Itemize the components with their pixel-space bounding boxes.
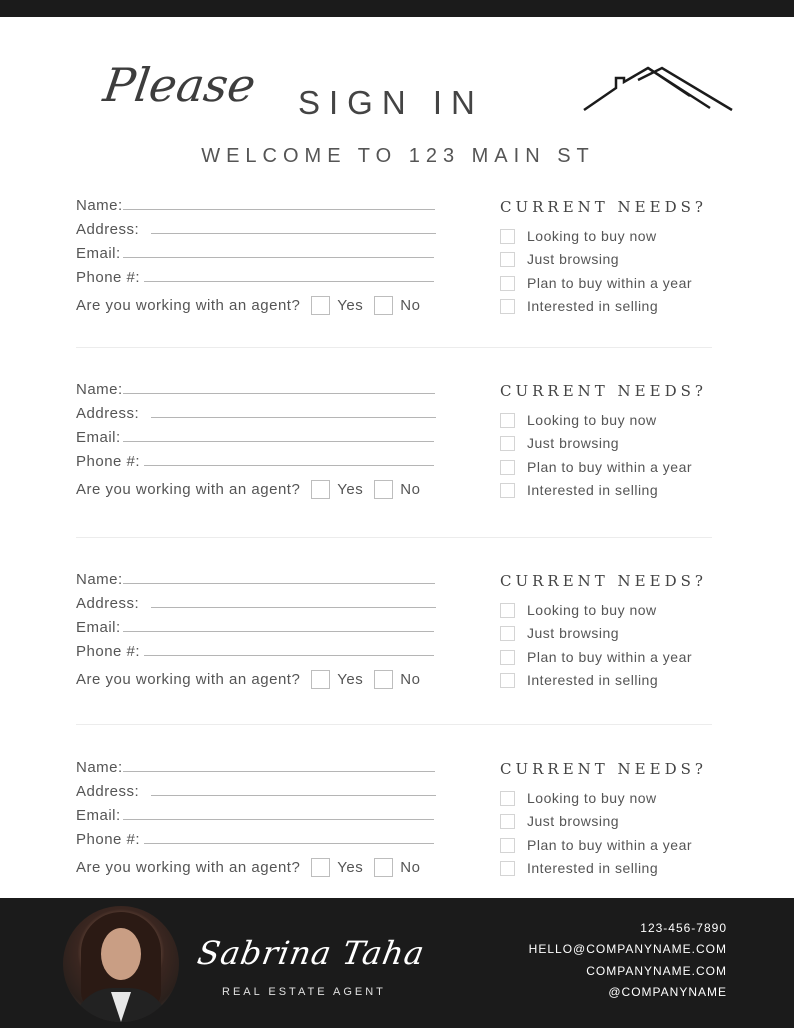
address-input-line[interactable] <box>151 607 436 608</box>
no-label: No <box>400 858 421 876</box>
contact-website[interactable]: COMPANYNAME.COM <box>586 964 727 978</box>
avatar-face <box>101 928 141 980</box>
need-option[interactable] <box>500 458 692 476</box>
need-label: Just browsing <box>527 625 620 641</box>
need-label: Looking to buy now <box>527 228 657 244</box>
need-checkbox[interactable] <box>500 299 515 314</box>
email-label: Email: <box>76 619 121 636</box>
phone-input-line[interactable] <box>144 281 434 282</box>
phone-input-line[interactable] <box>144 655 434 656</box>
email-input-line[interactable] <box>123 819 434 820</box>
no-checkbox[interactable] <box>374 858 393 877</box>
address-field <box>76 400 436 422</box>
yes-label: Yes <box>337 670 364 688</box>
need-checkbox[interactable] <box>500 861 515 876</box>
agent-name: Sabrina Taha <box>194 934 428 972</box>
need-label: Looking to buy now <box>527 412 657 428</box>
phone-input-line[interactable] <box>144 843 434 844</box>
address-input-line[interactable] <box>151 417 436 418</box>
no-checkbox[interactable] <box>374 480 393 499</box>
need-option[interactable] <box>500 789 657 807</box>
name-label: Name: <box>76 197 123 214</box>
current-needs-title: CURRENT NEEDS? <box>500 572 707 590</box>
address-label: Address: <box>76 595 140 612</box>
need-label: Interested in selling <box>527 672 659 688</box>
yes-checkbox[interactable] <box>311 296 330 315</box>
need-checkbox[interactable] <box>500 838 515 853</box>
no-checkbox[interactable] <box>374 670 393 689</box>
need-checkbox[interactable] <box>500 436 515 451</box>
need-label: Looking to buy now <box>527 790 657 806</box>
yes-checkbox[interactable] <box>311 670 330 689</box>
name-label: Name: <box>76 759 123 776</box>
email-input-line[interactable] <box>123 631 434 632</box>
agent-question: Are you working with an agent? <box>76 480 301 498</box>
need-option[interactable] <box>500 481 658 499</box>
need-option[interactable] <box>500 227 657 245</box>
phone-label: Phone #: <box>76 269 141 286</box>
yes-label: Yes <box>337 858 364 876</box>
agent-title: REAL ESTATE AGENT <box>222 986 386 998</box>
email-field <box>76 614 434 636</box>
name-label: Name: <box>76 571 123 588</box>
need-checkbox[interactable] <box>500 460 515 475</box>
need-checkbox[interactable] <box>500 276 515 291</box>
name-field <box>76 754 435 776</box>
agent-question-row <box>76 294 420 316</box>
page-title: SIGN IN <box>298 84 484 121</box>
address-field <box>76 778 436 800</box>
top-bar <box>0 0 794 17</box>
need-option[interactable] <box>500 434 619 452</box>
no-checkbox[interactable] <box>374 296 393 315</box>
address-input-line[interactable] <box>151 795 436 796</box>
need-label: Plan to buy within a year <box>527 275 693 291</box>
yes-label: Yes <box>337 480 364 498</box>
need-label: Just browsing <box>527 435 620 451</box>
name-input-line[interactable] <box>123 209 435 210</box>
need-option[interactable] <box>500 411 657 429</box>
name-input-line[interactable] <box>123 583 435 584</box>
need-option[interactable] <box>500 601 657 619</box>
script-title: Please <box>100 58 259 112</box>
email-field <box>76 802 434 824</box>
contact-email[interactable]: HELLO@COMPANYNAME.COM <box>528 942 727 956</box>
email-label: Email: <box>76 807 121 824</box>
need-checkbox[interactable] <box>500 413 515 428</box>
yes-checkbox[interactable] <box>311 858 330 877</box>
phone-field <box>76 448 434 470</box>
need-checkbox[interactable] <box>500 483 515 498</box>
address-label: Address: <box>76 221 140 238</box>
name-input-line[interactable] <box>123 393 435 394</box>
name-input-line[interactable] <box>123 771 435 772</box>
need-checkbox[interactable] <box>500 626 515 641</box>
current-needs-title: CURRENT NEEDS? <box>500 382 707 400</box>
contact-social[interactable]: @COMPANYNAME <box>608 985 727 999</box>
agent-question-row <box>76 856 420 878</box>
phone-label: Phone #: <box>76 453 141 470</box>
agent-question-row <box>76 478 420 500</box>
need-option[interactable] <box>500 250 619 268</box>
need-option[interactable] <box>500 648 692 666</box>
footer <box>0 898 794 1028</box>
need-option[interactable] <box>500 836 692 854</box>
agent-question-row <box>76 668 420 690</box>
email-field <box>76 424 434 446</box>
agent-photo <box>63 906 179 1022</box>
address-field <box>76 590 436 612</box>
need-checkbox[interactable] <box>500 229 515 244</box>
sign-in-entry-2 <box>0 374 794 514</box>
divider <box>76 724 712 725</box>
welcome-heading: WELCOME TO 123 MAIN ST <box>201 145 595 167</box>
sign-in-entry-1 <box>0 190 794 330</box>
need-checkbox[interactable] <box>500 791 515 806</box>
need-checkbox[interactable] <box>500 814 515 829</box>
yes-checkbox[interactable] <box>311 480 330 499</box>
phone-field <box>76 264 434 286</box>
need-option[interactable] <box>500 274 692 292</box>
need-checkbox[interactable] <box>500 650 515 665</box>
current-needs-title: CURRENT NEEDS? <box>500 760 707 778</box>
need-label: Plan to buy within a year <box>527 459 693 475</box>
email-field <box>76 240 434 262</box>
need-option[interactable] <box>500 859 658 877</box>
divider <box>76 537 712 538</box>
sign-in-entry-3 <box>0 564 794 704</box>
need-label: Interested in selling <box>527 298 659 314</box>
phone-label: Phone #: <box>76 831 141 848</box>
need-option[interactable] <box>500 297 658 315</box>
contact-phone[interactable]: 123-456-7890 <box>640 921 727 935</box>
email-input-line[interactable] <box>123 441 434 442</box>
sign-in-entry-4 <box>0 752 794 892</box>
yes-label: Yes <box>337 296 364 314</box>
need-option[interactable] <box>500 671 658 689</box>
email-label: Email: <box>76 245 121 262</box>
need-label: Looking to buy now <box>527 602 657 618</box>
agent-question: Are you working with an agent? <box>76 670 301 688</box>
house-logo-icon <box>580 66 736 114</box>
phone-field <box>76 826 434 848</box>
address-label: Address: <box>76 405 140 422</box>
need-label: Plan to buy within a year <box>527 837 693 853</box>
email-label: Email: <box>76 429 121 446</box>
need-label: Just browsing <box>527 251 620 267</box>
agent-question: Are you working with an agent? <box>76 296 301 314</box>
need-option[interactable] <box>500 624 619 642</box>
phone-input-line[interactable] <box>144 465 434 466</box>
need-checkbox[interactable] <box>500 252 515 267</box>
no-label: No <box>400 670 421 688</box>
name-field <box>76 192 435 214</box>
need-label: Just browsing <box>527 813 620 829</box>
current-needs-title: CURRENT NEEDS? <box>500 198 707 216</box>
need-label: Plan to buy within a year <box>527 649 693 665</box>
need-checkbox[interactable] <box>500 603 515 618</box>
name-label: Name: <box>76 381 123 398</box>
phone-field <box>76 638 434 660</box>
need-label: Interested in selling <box>527 860 659 876</box>
need-checkbox[interactable] <box>500 673 515 688</box>
no-label: No <box>400 296 421 314</box>
address-field <box>76 216 436 238</box>
name-field <box>76 376 435 398</box>
name-field <box>76 566 435 588</box>
email-input-line[interactable] <box>123 257 434 258</box>
need-label: Interested in selling <box>527 482 659 498</box>
need-option[interactable] <box>500 812 619 830</box>
address-label: Address: <box>76 783 140 800</box>
address-input-line[interactable] <box>151 233 436 234</box>
agent-question: Are you working with an agent? <box>76 858 301 876</box>
no-label: No <box>400 480 421 498</box>
divider <box>76 347 712 348</box>
phone-label: Phone #: <box>76 643 141 660</box>
